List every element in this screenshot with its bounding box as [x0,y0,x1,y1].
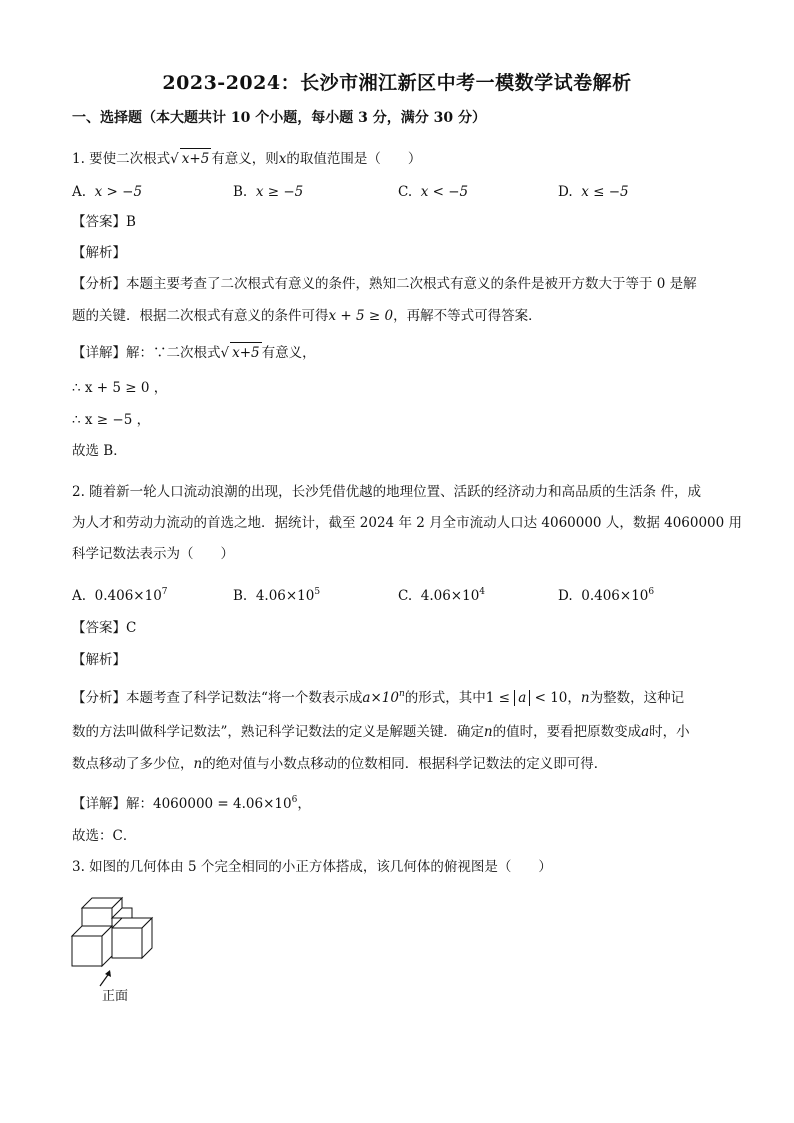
q2-fenxi-line3: 数点移动了多少位，n的绝对值与小数点移动的位数相同．根据科学记数法的定义即可得． [72,756,608,772]
front-arrow [100,970,111,986]
q1-stem-text: 1. 要使二次根式 [72,151,171,167]
q2-option-b: B. $4.06\times 10^5$ [233,587,321,604]
q3-stem: 3. 如图的几何体由 5 个完全相同的小正方体搭成，该几何体的俯视图是（ ） [72,859,552,875]
q1-analysis-tag: 【解析】 [72,245,126,261]
q2-option-a: A. $0.406\times 10^7$ [72,587,168,604]
q1-option-d: D. x ≤ −5 [558,184,629,200]
q1-fenxi-line2: 题的关键．根据二次根式有意义的条件可得x + 5 ≥ 0，再解不等式可得答案． [72,308,542,324]
q2-answer: 【答案】C [72,620,137,636]
q1-conclusion: 故选 B． [72,443,127,459]
front-label: 正面 [102,989,129,1004]
cube-figure [70,888,160,988]
q2-detail: 【详解】解：$4060000 = 4.06\times 10^6$， [72,795,311,812]
q2-analysis-tag: 【解析】 [72,652,126,668]
q2-option-d: D. $0.406\times 10^6$ [558,587,655,604]
q2-line2: 为人才和劳动力流动的首选之地．据统计，截至 2024 年 2 月全市流动人口达 4060000 人，数据 4060000 用 [72,515,743,531]
radical-sign: √ [170,151,179,167]
q1-detail: 【详解】解：∵二次根式√ x+5 有意义， [72,342,316,363]
q2-fenxi-line2: 数的方法叫做科学记数法”，熟记科学记数法的定义是解题关键．确定n的值时，要看把原数变成a时，小 [72,724,690,740]
cube-front-left [72,926,112,966]
q1-radicand: x+5 [180,148,212,169]
q1-stem-text-2: 有意义，则 [211,151,279,167]
q2-fenxi-line1: 【分析】本题考查了科学记数法“将一个数表示成$a\times 10^n$的形式，其中1 ≤ a < 10，n为整数，这种记 [72,689,685,706]
section-heading: 一、选择题（本大题共计 10 个小题，每小题 3 分，满分 30 分） [72,110,486,126]
q2-line1: 2. 随着新一轮人口流动浪潮的出现，长沙凭借优越的地理位置、活跃的经济动力和高品质的生活条 件，成 [72,484,701,500]
cube-front-right [112,918,152,958]
q1-fenxi-line1: 【分析】本题主要考查了二次根式有意义的条件，熟知二次根式有意义的条件是被开方数大于等于 0 是解 [72,276,697,292]
q1-option-a: A. x > −5 [72,184,143,200]
q2-option-c: C. $4.06\times 10^4$ [398,587,486,604]
q2-line3: 科学记数法表示为（ ） [72,546,234,562]
q1-step2: ∴ x ≥ −5 ， [72,412,151,428]
q1-stem [72,148,421,169]
q1-option-b: B. x ≥ −5 [233,184,304,200]
q1-stem-text-3: 的取值范围是（ ） [286,151,422,167]
q2-conclusion: 故选：C． [72,828,137,844]
q1-step1: ∴ x + 5 ≥ 0 ， [72,380,168,396]
q1-variable: x [278,151,287,167]
q1-option-c: C. x < −5 [398,184,469,200]
page-title: 2023-2024：长沙市湘江新区中考一模数学试卷解析 [162,72,632,94]
q1-answer: 【答案】B [72,214,136,230]
